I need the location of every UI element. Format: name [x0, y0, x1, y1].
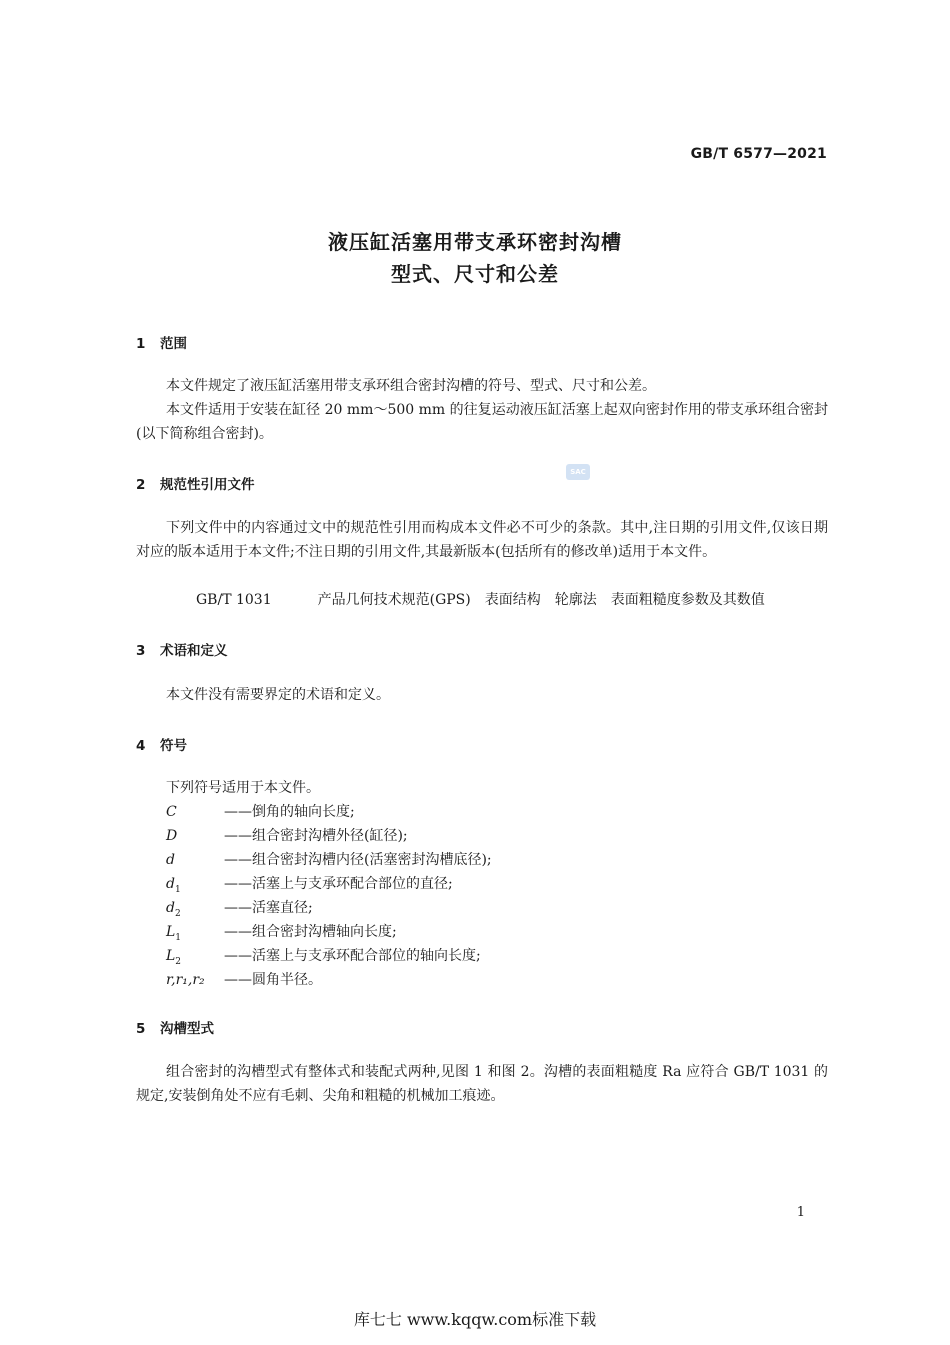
standard-number: GB/T 6577—2021	[690, 146, 827, 162]
section-number: 3	[136, 643, 146, 659]
sac-watermark: SAC	[566, 464, 590, 480]
section-1-para-1: 本文件规定了液压缸活塞用带支承环组合密封沟槽的符号、型式、尺寸和公差。	[166, 378, 656, 394]
section-5-para-1: 组合密封的沟槽型式有整体式和装配式两种,见图 1 和图 2。沟槽的表面粗糙度 Ra 应符合 GB/T 1031 的规定,安装倒角处不应有毛刺、尖角和粗糙的机械加工痕迹。	[136, 1064, 828, 1104]
section-1-heading	[136, 332, 187, 352]
section-title: 规范性引用文件	[160, 477, 255, 493]
section-title: 术语和定义	[160, 643, 228, 659]
section-1-para-2: 本文件适用于安装在缸径 20 mm～500 mm 的往复运动液压缸活塞上起双向密封作用的带支承环组合密封(以下简称组合密封)。	[136, 402, 828, 442]
section-2-heading	[136, 473, 255, 493]
symbol-row	[166, 800, 355, 824]
document-title-line2: 型式、尺寸和公差	[391, 262, 559, 286]
symbol-description: ——组合密封沟槽内径(活塞密封沟槽底径);	[224, 852, 492, 868]
symbol-description: ——组合密封沟槽外径(缸径);	[224, 828, 408, 844]
symbol-row	[166, 968, 322, 992]
symbol-row	[166, 872, 453, 896]
section-5-heading	[136, 1017, 214, 1037]
document-title-line1: 液压缸活塞用带支承环密封沟槽	[328, 230, 622, 254]
symbol-row	[166, 944, 481, 968]
section-2-para-1: 下列文件中的内容通过文中的规范性引用而构成本文件必不可少的条款。其中,注日期的引用文件,仅该日期对应的版本适用于本文件;不注日期的引用文件,其最新版本(包括所有的修改单)适用于本文件。	[136, 520, 828, 560]
symbol-description: ——活塞上与支承环配合部位的轴向长度;	[224, 948, 481, 964]
symbol: C	[166, 804, 177, 820]
symbol-description: ——活塞上与支承环配合部位的直径;	[224, 876, 453, 892]
symbol: $d_1$	[166, 876, 181, 895]
normative-reference	[136, 588, 828, 612]
section-title: 范围	[160, 336, 187, 352]
symbol-description: ——圆角半径。	[224, 972, 322, 988]
section-title: 沟槽型式	[160, 1021, 214, 1037]
page-number: 1	[796, 1205, 805, 1220]
section-title: 符号	[160, 738, 187, 754]
symbol-description: ——组合密封沟槽轴向长度;	[224, 924, 397, 940]
download-footer: 库七七 www.kqqw.com标准下载	[353, 1310, 597, 1329]
section-3-para-1: 本文件没有需要界定的术语和定义。	[166, 687, 390, 703]
symbol: $d_2$	[166, 900, 181, 919]
section-number: 2	[136, 477, 146, 493]
section-4-heading	[136, 734, 187, 754]
section-4-intro: 下列符号适用于本文件。	[166, 780, 320, 796]
reference-title: 产品几何技术规范(GPS) 表面结构 轮廓法 表面粗糙度参数及其数值	[317, 592, 765, 608]
symbol-row	[166, 848, 492, 872]
section-number: 5	[136, 1021, 146, 1037]
section-number: 1	[136, 336, 146, 352]
symbol: d	[166, 852, 175, 868]
symbol-description: ——倒角的轴向长度;	[224, 804, 355, 820]
symbol-row	[166, 896, 313, 920]
reference-code: GB/T 1031	[196, 592, 272, 608]
symbol-description: ——活塞直径;	[224, 900, 313, 916]
symbol: r,r₁,r₂	[166, 972, 205, 988]
symbol-row	[166, 824, 408, 848]
section-3-heading	[136, 639, 228, 659]
symbol: $L_2$	[166, 948, 182, 967]
symbol-row	[166, 920, 397, 944]
symbol: D	[166, 828, 178, 844]
section-number: 4	[136, 738, 146, 754]
symbol: $L_1$	[166, 924, 182, 943]
